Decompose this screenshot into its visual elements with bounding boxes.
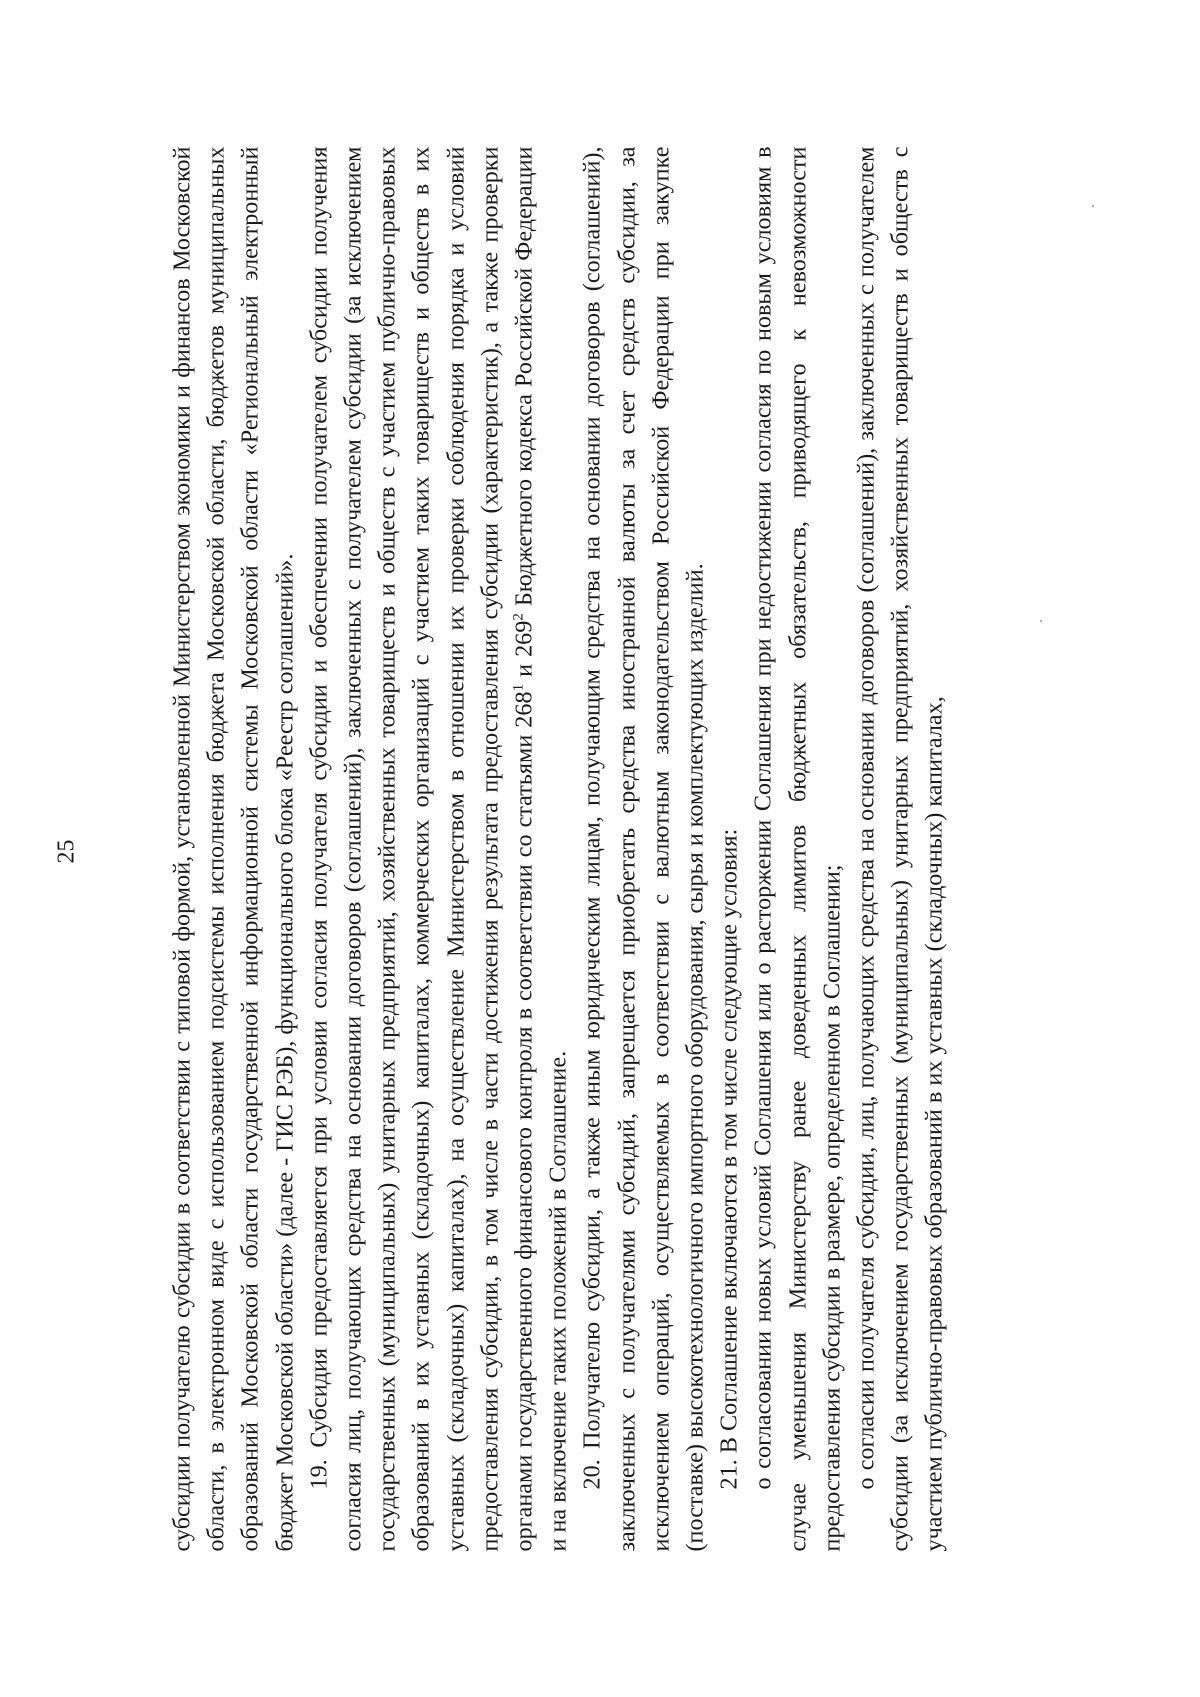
paragraph xyxy=(850,147,953,1552)
rotated-content xyxy=(1,0,1200,1697)
paragraph-text: 21. В Соглашение включаются в том числе следующие условия: xyxy=(715,828,743,1490)
superscript: 1 xyxy=(510,683,527,692)
page-number: 25 xyxy=(53,839,80,864)
paragraph-text: и 269 xyxy=(510,620,538,684)
scan-speck xyxy=(1040,620,1042,622)
paragraph xyxy=(302,147,576,1552)
scan-speck xyxy=(1092,205,1094,207)
paragraph-text: 19. Субсидия предоставляется при условии согласия получателя субсидии и обеспечении получателем субсидии получения согласия лиц, получающих средства на основании договоров (соглашений), заключенных с получателем субсидии (за исключением государственных (муниципальных) унитарных предприятий, хозяйственных товариществ и обществ с участием публично-правовых образований в их уставных (складочных) капиталах, коммерческих организаций с участием таких товариществ и обществ в их уставных (складочных) капиталах), на осуществление Министерством в отношении их проверки соблюдения порядка и условий предоставления субсидии, в том числе в части достижения результата предоставления субсидии (характеристик), а также проверки органами государственного финансового контроля в соответствии со статьями 268 xyxy=(305,146,538,1552)
paragraph xyxy=(747,147,850,1552)
superscript: 2 xyxy=(510,613,527,621)
paragraph-text: о согласовании новых условий Соглашения или о расторжении Соглашения при недостижении согласия по новым условиям в случае уменьшения Министерству ранее доведенных лимитов бюджетных обязательств, приводящего к невозможности предоставления субсидии в размере, определенном в Соглашении; xyxy=(749,146,846,1552)
paragraph xyxy=(713,147,747,1552)
paragraph-text: о согласии получателя субсидии, лиц, получающих средства на основании договоров (соглашений), заключенных с получателем субсидии (за исключением государственных (муниципальных) унитарных предприятий, хозяйственных товариществ и обществ с участием публично-правовых образований в их уставных (складочных) капиталах, xyxy=(852,146,948,1552)
paragraph xyxy=(166,147,303,1552)
paragraph-text: Бюджетного кодекса Российской Федерации и на включение таких положений в Соглашение. xyxy=(510,146,572,1552)
paragraph xyxy=(576,147,713,1552)
body-text xyxy=(166,147,953,1552)
paragraph-text: субсидии получателю субсидии в соответствии с типовой формой, установленной Министерством экономики и финансов Московской области, в электронном виде с использованием подсистемы исполнения бюджета Московской области, бюджетов муниципальных образований Московской области государственной информационной системы Московской области «Региональный электронный бюджет Московской области» (далее - ГИС РЭБ), функционального блока «Реестр соглашений». xyxy=(168,146,299,1552)
paragraph-text: 20. Получателю субсидии, а также иным юридическим лицам, получающим средства на основании договоров (соглашений), заключенных с получателями субсидий, запрещается приобретать средства иностранной валюты за счет средств субсидии, за исключением операций, осуществляемых в соответствии с валютным законодательством Российской Федерации при закупке (поставке) высокотехнологичного импортного оборудования, сырья и комплектующих изделий. xyxy=(578,146,709,1552)
